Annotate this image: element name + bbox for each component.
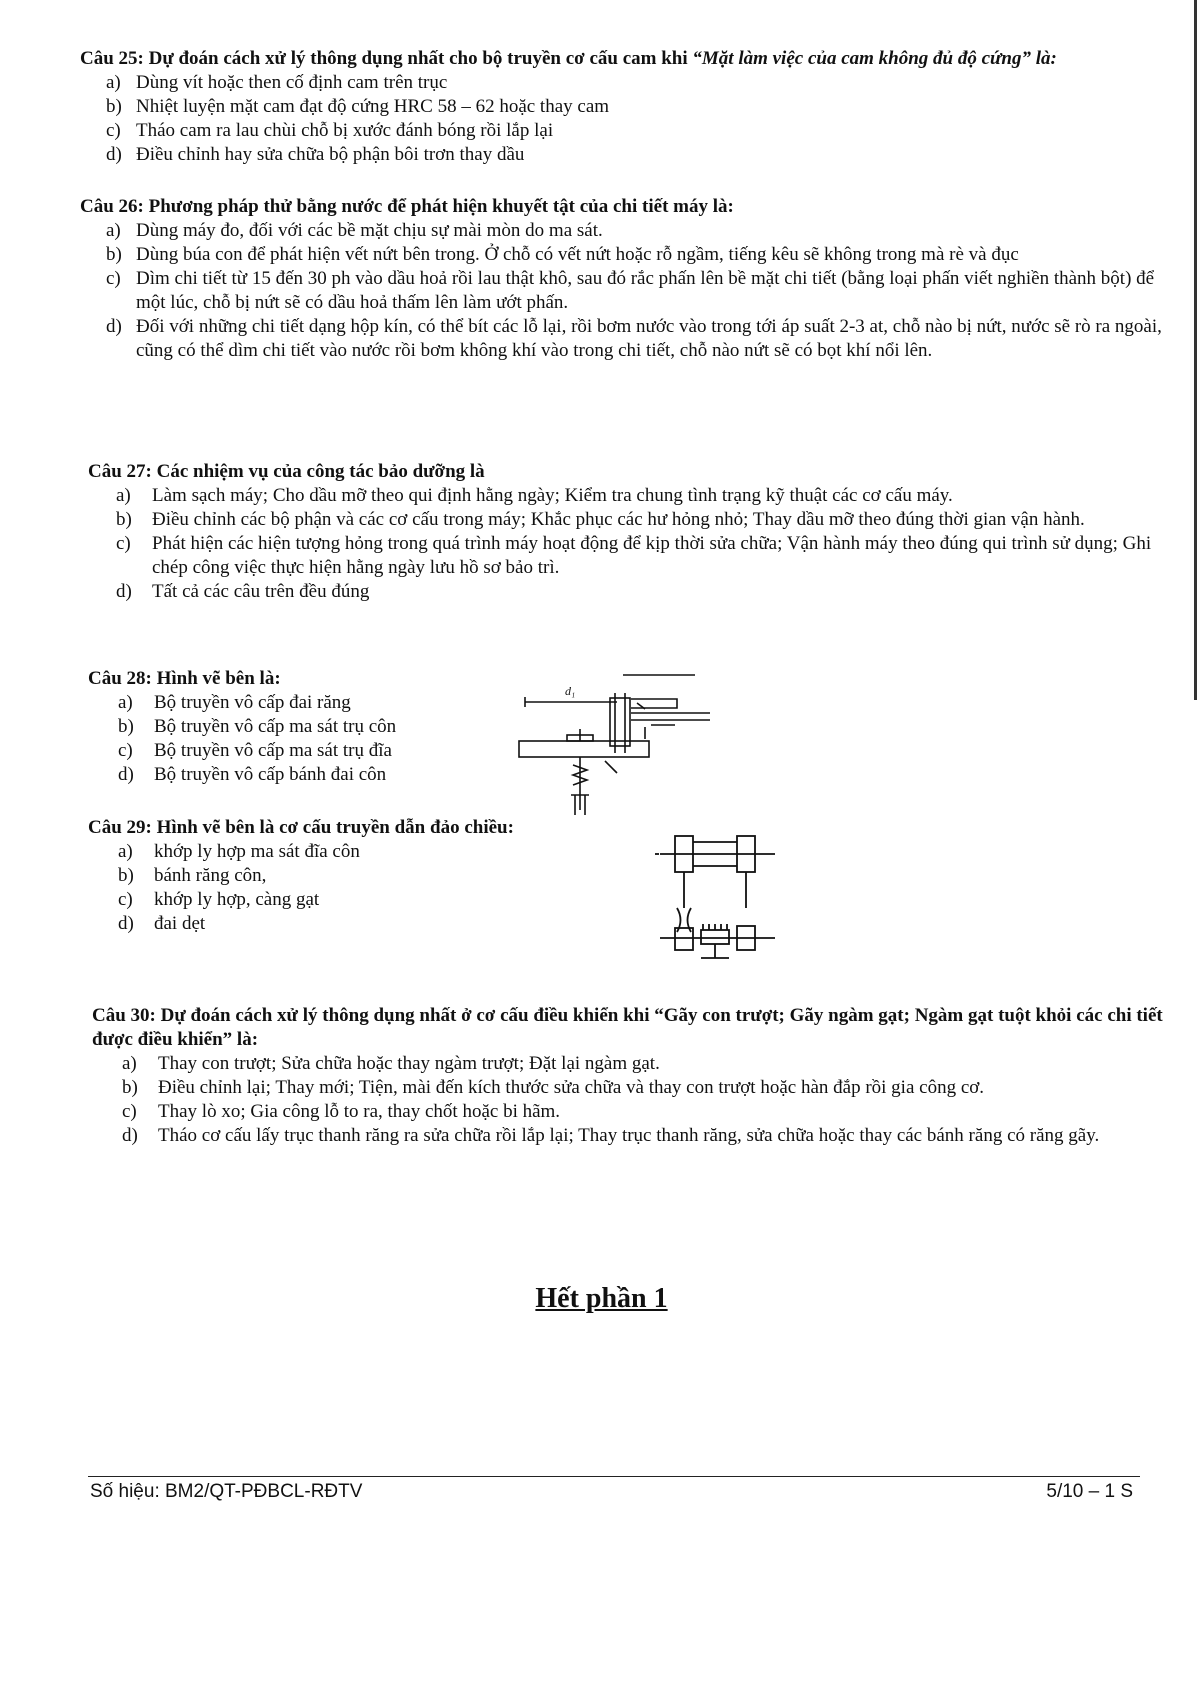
question-28-option-b: b) Bộ truyền vô cấp ma sát trụ côn bbox=[118, 716, 397, 737]
question-28 bbox=[88, 667, 528, 787]
question-26-title: Câu 26: Phương pháp thử bằng nước để phát hiện khuyết tật của chi tiết máy là: bbox=[80, 196, 734, 217]
question-29 bbox=[88, 816, 608, 936]
question-25-option-a: a) Dùng vít hoặc then cố định cam trên trục bbox=[106, 72, 448, 93]
question-29-option-b: b) bánh răng côn, bbox=[118, 865, 267, 886]
question-27-title: Câu 27: Các nhiệm vụ của công tác bảo dưỡng là bbox=[88, 461, 485, 482]
question-25-option-c: c) Tháo cam ra lau chùi chỗ bị xước đánh bóng rồi lắp lại bbox=[106, 120, 554, 141]
question-27-option-c: c) Phát hiện các hiện tượng hỏng trong quá trình máy hoạt động để kịp thời sửa chữa; Vận hành máy theo đúng qui trình sử dụng; Ghi chép công việc thực hiện hằng ngày lưu hồ sơ bảo trì. bbox=[116, 533, 1152, 578]
footer-document-code: Số hiệu: BM2/QT-PĐBCL-RĐTV bbox=[90, 1481, 363, 1502]
question-25-title bbox=[80, 47, 1180, 71]
question-29-option-a: a) khớp ly hợp ma sát đĩa côn bbox=[118, 841, 360, 862]
question-26-option-a: a) Dùng máy đo, đối với các bề mặt chịu sự mài mòn do ma sát. bbox=[106, 220, 603, 241]
footer-divider bbox=[88, 1476, 1140, 1477]
question-28-option-a: a) Bộ truyền vô cấp đai răng bbox=[118, 692, 351, 713]
scan-edge-bar bbox=[1194, 0, 1197, 700]
question-26 bbox=[80, 195, 1180, 363]
question-28-figure bbox=[505, 665, 720, 823]
question-30 bbox=[92, 1004, 1192, 1148]
question-28-option-d: d) Bộ truyền vô cấp bánh đai côn bbox=[118, 764, 387, 785]
question-27 bbox=[88, 460, 1180, 604]
question-30-option-d: d) Tháo cơ cấu lấy trục thanh răng ra sửa chữa rồi lắp lại; Thay trục thanh răng, sửa chữa hoặc thay các bánh răng có răng gãy. bbox=[122, 1125, 1100, 1146]
footer-page-number: 5/10 – 1 S bbox=[1046, 1481, 1133, 1502]
question-26-option-b: b) Dùng búa con để phát hiện vết nứt bên trong. Ở chỗ có vết nứt hoặc rỗ ngầm, tiếng kêu sẽ không trong mà rè và đục bbox=[106, 244, 1019, 265]
question-25-title-text: Câu 25: Dự đoán cách xử lý thông dụng nhất cho bộ truyền cơ cấu cam khi bbox=[80, 48, 693, 69]
question-29-figure bbox=[655, 830, 785, 965]
question-26-option-c: c) Dìm chi tiết từ 15 đến 30 ph vào dầu hoả rồi lau thật khô, sau đó rắc phấn lên bề mặt chi tiết (bằng loại phấn viết nghiền thành bột) để một lúc, chỗ bị nứt sẽ có dầu hoả thấm lên làm ướt phấn. bbox=[106, 268, 1155, 313]
question-25 bbox=[80, 47, 1180, 167]
end-of-part-title: Hết phần 1 bbox=[535, 1283, 668, 1314]
question-25-option-b: b) Nhiệt luyện mặt cam đạt độ cứng HRC 58 – 62 hoặc thay cam bbox=[106, 96, 610, 117]
question-26-option-d: d) Đối với những chi tiết dạng hộp kín, có thể bít các lỗ lại, rồi bơm nước vào trong tới áp suất 2-3 at, chỗ nào bị nứt, nước sẽ rò ra ngoài, cũng có thể dìm chi tiết vào nước rồi bơm không khí vào trong chi tiết, chỗ nào nứt sẽ có bọt khí nổi lên. bbox=[106, 316, 1162, 361]
question-29-option-c: c) khớp ly hợp, càng gạt bbox=[118, 889, 320, 910]
question-30-option-c: c) Thay lò xo; Gia công lỗ to ra, thay chốt hoặc bi hãm. bbox=[122, 1101, 561, 1122]
question-30-option-b: b) Điều chỉnh lại; Thay mới; Tiện, mài đến kích thước sửa chữa và thay con trượt hoặc hàn đắp rồi gia công cơ. bbox=[122, 1077, 985, 1098]
question-28-option-c: c) Bộ truyền vô cấp ma sát trụ đĩa bbox=[118, 740, 392, 761]
question-27-option-a: a) Làm sạch máy; Cho dầu mỡ theo qui định hằng ngày; Kiểm tra chung tình trạng kỹ thuật các cơ cấu máy. bbox=[116, 485, 953, 506]
question-30-option-a: a) Thay con trượt; Sửa chữa hoặc thay ngàm trượt; Đặt lại ngàm gạt. bbox=[122, 1053, 660, 1074]
question-25-option-d: d) Điều chỉnh hay sửa chữa bộ phận bôi trơn thay dầu bbox=[106, 144, 525, 165]
question-30-title: Câu 30: Dự đoán cách xử lý thông dụng nhất ở cơ cấu điều khiển khi “Gãy con trượt; Gãy ngàm gạt; Ngàm gạt tuột khỏi các chi tiết được điều khiển” là: bbox=[92, 1005, 1163, 1050]
question-27-option-d: d) Tất cả các câu trên đều đúng bbox=[116, 581, 370, 602]
question-28-figure-label: d₁ bbox=[565, 684, 576, 698]
question-28-title: Câu 28: Hình vẽ bên là: bbox=[88, 668, 281, 689]
question-29-option-d: d) đai dẹt bbox=[118, 913, 206, 934]
question-25-title-italic: “Mặt làm việc của cam không đủ độ cứng” là: bbox=[692, 48, 1057, 69]
question-29-title: Câu 29: Hình vẽ bên là cơ cấu truyền dẫn đảo chiều: bbox=[88, 817, 514, 838]
question-27-option-b: b) Điều chỉnh các bộ phận và các cơ cấu trong máy; Khắc phục các hư hỏng nhỏ; Thay dầu mỡ theo đúng thời gian vận hành. bbox=[116, 509, 1085, 530]
